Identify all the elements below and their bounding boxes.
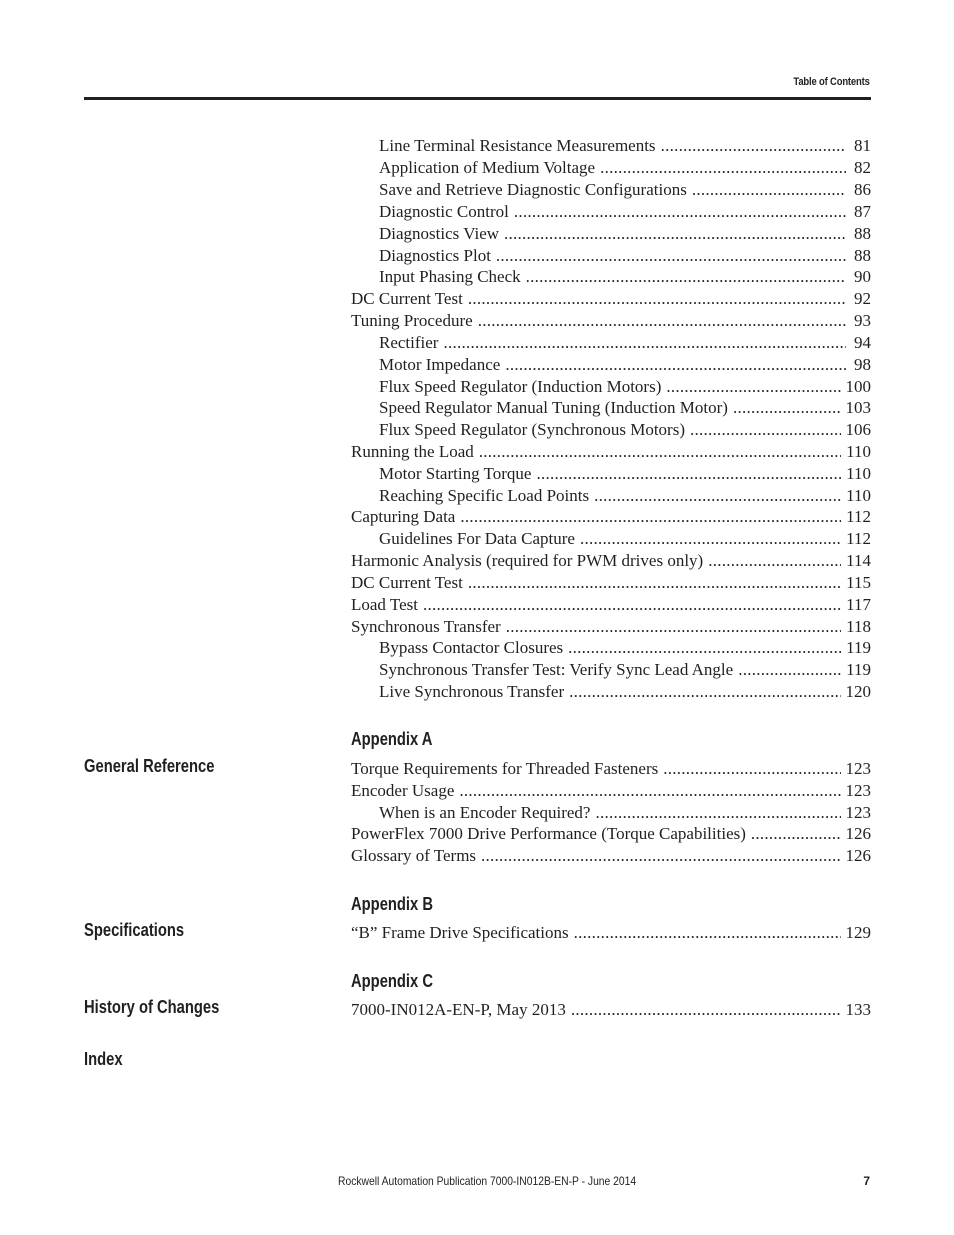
toc-entry-label: Rectifier (379, 333, 439, 352)
toc-entry[interactable] (351, 616, 871, 638)
toc-entry-label: Glossary of Terms (351, 846, 477, 865)
dot-leader (738, 659, 841, 681)
toc-entry-page: 123 (845, 803, 871, 822)
dot-leader (595, 802, 840, 824)
toc-entry-page: 115 (846, 573, 871, 592)
dot-leader (468, 572, 841, 594)
toc-entry-label: Diagnostics View (379, 224, 500, 243)
toc-entry-page: 110 (846, 486, 871, 505)
dot-leader (708, 550, 841, 572)
toc-entry-label: “B” Frame Drive Specifications (351, 923, 569, 942)
toc-entry-label: Flux Speed Regulator (Synchronous Motors) (379, 420, 685, 439)
toc-entry-page: 129 (845, 923, 871, 942)
toc-entry[interactable] (379, 802, 871, 824)
toc-entry-label: When is an Encoder Required? (379, 803, 591, 822)
toc-entry-page: 123 (845, 759, 871, 778)
toc-entry-label: DC Current Test (351, 289, 463, 308)
toc-entry[interactable] (379, 463, 871, 485)
dot-leader (733, 397, 841, 419)
toc-entry-page: 123 (845, 781, 871, 800)
toc-entry-page: 82 (854, 158, 871, 177)
toc-entry-page: 119 (846, 660, 871, 679)
toc-entry-page: 106 (845, 420, 871, 439)
toc-entry[interactable] (379, 201, 871, 223)
toc-entry-page: 114 (846, 551, 871, 570)
toc-entry[interactable] (351, 594, 871, 616)
toc-entry-label: Diagnostics Plot (379, 246, 491, 265)
toc-entry-label: Bypass Contactor Closures (379, 638, 564, 657)
toc-entry-label: Guidelines For Data Capture (379, 529, 575, 548)
toc-entry[interactable] (351, 288, 871, 310)
footer-publication: Rockwell Automation Publication 7000-IN012B-EN-P - June 2014 (338, 1174, 637, 1188)
toc-entry-label: Speed Regulator Manual Tuning (Induction Motor) (379, 398, 728, 417)
appendix-a-title[interactable]: General Reference (84, 756, 215, 776)
toc-entry[interactable] (379, 419, 871, 441)
dot-leader (504, 223, 846, 245)
toc-entry-label: 7000-IN012A-EN-P, May 2013 (351, 1000, 566, 1019)
dot-leader (526, 266, 846, 288)
toc-entry-label: DC Current Test (351, 573, 463, 592)
dot-leader (666, 376, 840, 398)
toc-entry[interactable] (351, 845, 871, 867)
toc-entry-page: 103 (845, 398, 871, 417)
header-rule (84, 97, 871, 100)
toc-entry[interactable] (351, 922, 871, 944)
toc-entry-label: Input Phasing Check (379, 267, 521, 286)
toc-entry[interactable] (379, 245, 871, 267)
dot-leader (568, 637, 841, 659)
dot-leader (443, 332, 846, 354)
toc-entry[interactable] (379, 223, 871, 245)
toc-entry[interactable] (351, 999, 871, 1021)
toc-entry-page: 100 (845, 377, 871, 396)
toc-entry-page: 118 (846, 617, 871, 636)
toc-entry-label: Encoder Usage (351, 781, 455, 800)
toc-entry-label: Save and Retrieve Diagnostic Configurations (379, 180, 687, 199)
dot-leader (580, 528, 841, 550)
dot-leader (663, 758, 840, 780)
toc-entry-label: Motor Impedance (379, 355, 501, 374)
toc-entry-label: Capturing Data (351, 507, 456, 526)
toc-entry-page: 98 (854, 355, 871, 374)
toc-entry-page: 126 (845, 824, 871, 843)
toc-entry-page: 94 (854, 333, 871, 352)
toc-entry[interactable] (379, 157, 871, 179)
dot-leader (692, 179, 846, 201)
toc-entry[interactable] (379, 397, 871, 419)
toc-entry-page: 110 (846, 464, 871, 483)
toc-entry[interactable] (379, 376, 871, 398)
toc-entry[interactable] (379, 681, 871, 703)
toc-entry-label: Motor Starting Torque (379, 464, 532, 483)
dot-leader (423, 594, 841, 616)
footer-page-number: 7 (863, 1174, 870, 1188)
appendix-b-heading: Appendix B (351, 894, 434, 914)
toc-entry[interactable] (379, 332, 871, 354)
toc-entry-label: Harmonic Analysis (required for PWM drives only) (351, 551, 704, 570)
toc-entry-page: 119 (846, 638, 871, 657)
toc-entry-page: 93 (854, 311, 871, 330)
toc-entry-label: Diagnostic Control (379, 202, 509, 221)
toc-entry-page: 112 (846, 507, 871, 526)
dot-leader (479, 441, 841, 463)
dot-leader (600, 157, 846, 179)
appendix-b-title[interactable]: Specifications (84, 920, 185, 940)
toc-entry-page: 126 (845, 846, 871, 865)
dot-leader (478, 310, 846, 332)
toc-entry-label: Application of Medium Voltage (379, 158, 596, 177)
toc-entry-page: 90 (854, 267, 871, 286)
toc-entry[interactable] (379, 266, 871, 288)
dot-leader (571, 999, 841, 1021)
dot-leader (574, 922, 841, 944)
toc-entry-page: 133 (845, 1000, 871, 1019)
toc-entry-page: 81 (854, 136, 871, 155)
dot-leader (505, 354, 846, 376)
dot-leader (751, 823, 841, 845)
appendix-c-heading: Appendix C (351, 971, 434, 991)
toc-entry-label: PowerFlex 7000 Drive Performance (Torque Capabilities) (351, 824, 746, 843)
toc-entry-label: Tuning Procedure (351, 311, 473, 330)
dot-leader (481, 845, 840, 867)
toc-entry[interactable] (351, 550, 871, 572)
toc-entry-label: Reaching Specific Load Points (379, 486, 590, 505)
toc-entry[interactable] (351, 758, 871, 780)
toc-entry[interactable] (351, 506, 871, 528)
toc-entry[interactable] (379, 485, 871, 507)
dot-leader (536, 463, 841, 485)
toc-entry-page: 86 (854, 180, 871, 199)
toc-entry[interactable] (379, 179, 871, 201)
toc-entry-page: 87 (854, 202, 871, 221)
toc-entry-label: Torque Requirements for Threaded Fasteners (351, 759, 659, 778)
dot-leader (506, 616, 841, 638)
toc-entry-label: Load Test (351, 595, 418, 614)
index-title[interactable]: Index (84, 1049, 123, 1069)
toc-entry-label: Flux Speed Regulator (Induction Motors) (379, 377, 662, 396)
appendix-c-title[interactable]: History of Changes (84, 997, 220, 1017)
dot-leader (468, 288, 846, 310)
toc-entry-label: Line Terminal Resistance Measurements (379, 136, 656, 155)
dot-leader (661, 135, 846, 157)
toc-entry-page: 88 (854, 246, 871, 265)
toc-entry[interactable] (351, 441, 871, 463)
dot-leader (460, 506, 841, 528)
dot-leader (569, 681, 840, 703)
toc-entry-page: 120 (845, 682, 871, 701)
dot-leader (514, 201, 846, 223)
toc-entry[interactable] (379, 637, 871, 659)
toc-entry-label: Synchronous Transfer (351, 617, 501, 636)
toc-entry-page: 88 (854, 224, 871, 243)
dot-leader (459, 780, 840, 802)
toc-entry[interactable] (351, 572, 871, 594)
toc-entry[interactable] (351, 780, 871, 802)
toc-entry-page: 112 (846, 529, 871, 548)
toc-entry-label: Live Synchronous Transfer (379, 682, 565, 701)
toc-entry-page: 110 (846, 442, 871, 461)
appendix-a-heading: Appendix A (351, 729, 433, 749)
running-header-title: Table of Contents (793, 76, 870, 88)
toc-entry[interactable] (351, 823, 871, 845)
toc-entry[interactable] (379, 135, 871, 157)
dot-leader (690, 419, 841, 441)
dot-leader (496, 245, 846, 267)
toc-entry[interactable] (379, 659, 871, 681)
dot-leader (594, 485, 841, 507)
toc-entry[interactable] (379, 354, 871, 376)
toc-entry-page: 117 (846, 595, 871, 614)
toc-entry-label: Running the Load (351, 442, 474, 461)
toc-entry-label: Synchronous Transfer Test: Verify Sync Lead Angle (379, 660, 734, 679)
toc-entry[interactable] (351, 310, 871, 332)
toc-entry-page: 92 (854, 289, 871, 308)
toc-entry[interactable] (379, 528, 871, 550)
